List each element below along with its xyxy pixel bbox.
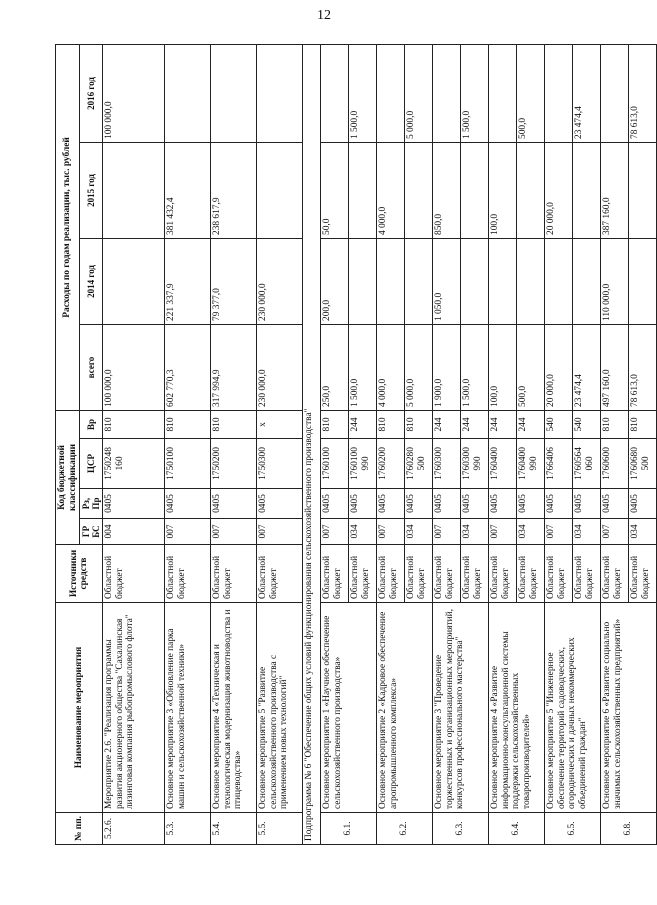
source-cell: Областной бюджет xyxy=(629,545,657,603)
y2016-cell: 500,0 xyxy=(517,44,545,142)
y2015-cell: 100,0 xyxy=(489,142,517,238)
vr-cell: 810 xyxy=(103,410,165,438)
header-code: Код бюджетной классификации xyxy=(56,410,80,544)
source-cell: Областной бюджет xyxy=(461,545,489,603)
y2014-cell xyxy=(349,238,377,324)
source-cell: Областной бюджет xyxy=(573,545,601,603)
y2016-cell xyxy=(257,44,303,142)
y2016-cell: 23 474,4 xyxy=(573,44,601,142)
row-name-cell: Основное мероприятие 6 «Развитие социально значимых сельскохозяйственных предприятий» xyxy=(601,603,657,813)
vr-cell: 810 xyxy=(165,410,211,438)
csr-cell: 1750200 xyxy=(211,439,257,489)
source-cell: Областной бюджет xyxy=(545,545,573,603)
grbs-cell: 004 xyxy=(103,519,165,545)
source-cell: Областной бюджет xyxy=(165,545,211,603)
vr-cell: 244 xyxy=(489,410,517,438)
y2015-cell xyxy=(573,142,601,238)
y2016-cell xyxy=(321,44,349,142)
total-cell: 78 613,0 xyxy=(629,324,657,410)
y2015-cell: 50,0 xyxy=(321,142,349,238)
y2015-cell: 20 000,0 xyxy=(545,142,573,238)
y2014-cell xyxy=(377,238,405,324)
y2016-cell xyxy=(211,44,257,142)
y2016-cell xyxy=(601,44,629,142)
vr-cell: х xyxy=(257,410,303,438)
grbs-cell: 007 xyxy=(489,519,517,545)
header-source: Источники средств xyxy=(56,545,103,603)
subprogram-row xyxy=(303,44,321,844)
row-name-cell: Основное мероприятие 4 «Техническая и технологическая модернизация животноводства и птицеводства» xyxy=(211,603,257,813)
grbs-cell: 034 xyxy=(629,519,657,545)
rzpr-cell: 0405 xyxy=(489,489,517,519)
y2014-cell xyxy=(629,238,657,324)
header-2014: 2014 год xyxy=(80,238,103,324)
grbs-cell: 007 xyxy=(377,519,405,545)
table-row xyxy=(165,44,211,844)
total-cell: 317 994,9 xyxy=(211,324,257,410)
row-number-cell: 5.2.6. xyxy=(103,813,165,845)
subprogram-title: Подпрограмма № 6 "Обеспечение общих условий функционирования сельскохозяйственного производства" xyxy=(303,44,321,844)
header-vr: Вр xyxy=(80,410,103,438)
y2014-cell: 221 337,9 xyxy=(165,238,211,324)
total-cell: 230 000,0 xyxy=(257,324,303,410)
csr-cell: 1760564 060 xyxy=(573,439,601,489)
vr-cell: 244 xyxy=(517,410,545,438)
vr-cell: 810 xyxy=(211,410,257,438)
y2014-cell xyxy=(461,238,489,324)
source-cell: Областной бюджет xyxy=(601,545,629,603)
y2015-cell: 387 160,0 xyxy=(601,142,629,238)
table-row xyxy=(211,44,257,844)
table-row xyxy=(257,44,303,844)
y2016-cell: 1 500,0 xyxy=(349,44,377,142)
total-cell: 4 000,0 xyxy=(377,324,405,410)
grbs-cell: 034 xyxy=(461,519,489,545)
header-grbs: ГР БС xyxy=(80,519,103,545)
csr-cell: 1760100 xyxy=(321,439,349,489)
row-name-cell: Основное мероприятие 3 "Проведение торжественных и организационных мероприятий, конкурсов профессионального мастерства" xyxy=(433,603,489,813)
y2016-cell xyxy=(489,44,517,142)
row-name-cell: Основное мероприятие 2 «Кадровое обеспечение агропромышленного комплекса» xyxy=(377,603,433,813)
y2016-cell: 78 613,0 xyxy=(629,44,657,142)
table-row xyxy=(377,44,405,844)
y2014-cell xyxy=(103,238,165,324)
rzpr-cell: 0405 xyxy=(517,489,545,519)
rzpr-cell: 0405 xyxy=(461,489,489,519)
vr-cell: 810 xyxy=(377,410,405,438)
y2014-cell xyxy=(489,238,517,324)
rzpr-cell: 0405 xyxy=(165,489,211,519)
y2015-cell: 381 432,4 xyxy=(165,142,211,238)
header-num: № пп. xyxy=(56,813,103,845)
grbs-cell: 034 xyxy=(405,519,433,545)
row-number-cell: 6.1. xyxy=(321,813,377,845)
y2015-cell xyxy=(349,142,377,238)
table-row xyxy=(433,44,461,844)
y2014-cell xyxy=(405,238,433,324)
csr-cell: 1760280 500 xyxy=(405,439,433,489)
vr-cell: 540 xyxy=(545,410,573,438)
row-name-cell: Основное мероприятие 5 "Инженерное обеспечение территорий садоводческих, огороднических и дачных некоммерческих объединений граждан" xyxy=(545,603,601,813)
total-cell: 497 160,0 xyxy=(601,324,629,410)
y2016-cell: 1 500,0 xyxy=(461,44,489,142)
csr-cell: 1766406 xyxy=(545,439,573,489)
csr-cell: 1750300 xyxy=(257,439,303,489)
y2014-cell: 200,0 xyxy=(321,238,349,324)
y2016-cell xyxy=(165,44,211,142)
csr-cell: 1760400 xyxy=(489,439,517,489)
rzpr-cell: 0405 xyxy=(405,489,433,519)
source-cell: Областной бюджет xyxy=(211,545,257,603)
vr-cell: 810 xyxy=(601,410,629,438)
y2016-cell: 100 000,0 xyxy=(103,44,165,142)
grbs-cell: 007 xyxy=(601,519,629,545)
grbs-cell: 007 xyxy=(257,519,303,545)
total-cell: 100,0 xyxy=(489,324,517,410)
vr-cell: 540 xyxy=(573,410,601,438)
total-cell: 1 500,0 xyxy=(349,324,377,410)
csr-cell: 1760300 990 xyxy=(461,439,489,489)
csr-cell: 1760200 xyxy=(377,439,405,489)
grbs-cell: 007 xyxy=(433,519,461,545)
rzpr-cell: 0405 xyxy=(257,489,303,519)
y2015-cell xyxy=(103,142,165,238)
total-cell: 1 500,0 xyxy=(461,324,489,410)
y2014-cell: 1 050,0 xyxy=(433,238,461,324)
row-number-cell: 6.3. xyxy=(433,813,489,845)
csr-cell: 1760600 xyxy=(601,439,629,489)
row-number-cell: 6.5. xyxy=(545,813,601,845)
y2014-cell: 79 377,0 xyxy=(211,238,257,324)
grbs-cell: 034 xyxy=(349,519,377,545)
total-cell: 100 000,0 xyxy=(103,324,165,410)
csr-cell: 1760400 990 xyxy=(517,439,545,489)
source-cell: Областной бюджет xyxy=(405,545,433,603)
grbs-cell: 007 xyxy=(211,519,257,545)
y2014-cell: 230 000,0 xyxy=(257,238,303,324)
header-2015: 2015 год xyxy=(80,142,103,238)
row-number-cell: 6.4. xyxy=(489,813,545,845)
y2015-cell xyxy=(257,142,303,238)
source-cell: Областной бюджет xyxy=(321,545,349,603)
budget-table xyxy=(55,44,657,845)
rzpr-cell: 0405 xyxy=(433,489,461,519)
row-number-cell: 5.3. xyxy=(165,813,211,845)
y2015-cell: 850,0 xyxy=(433,142,461,238)
rzpr-cell: 0405 xyxy=(629,489,657,519)
source-cell: Областной бюджет xyxy=(257,545,303,603)
header-csr: ЦСР xyxy=(80,439,103,489)
row-number-cell: 6.2. xyxy=(377,813,433,845)
row-name-cell: Основное мероприятие 4 «Развитие информационно-консультационной системы поддержки сельскохозяйственных товаропроизводителей» xyxy=(489,603,545,813)
csr-cell: 1750100 xyxy=(165,439,211,489)
y2014-cell xyxy=(573,238,601,324)
page-number: 12 xyxy=(317,8,331,23)
header-expenses: Расходы по годам реализации, тыс. рублей xyxy=(56,44,80,410)
y2014-cell xyxy=(517,238,545,324)
vr-cell: 244 xyxy=(433,410,461,438)
total-cell: 5 000,0 xyxy=(405,324,433,410)
y2016-cell: 5 000,0 xyxy=(405,44,433,142)
y2016-cell xyxy=(377,44,405,142)
table-row xyxy=(601,44,629,844)
source-cell: Областной бюджет xyxy=(377,545,405,603)
total-cell: 23 474,4 xyxy=(573,324,601,410)
row-name-cell: Мероприятие 2.6. "Реализация программы развития акционерного общества "Сахалинская лизинговая компания рыбопромыслового флота" xyxy=(103,603,165,813)
vr-cell: 810 xyxy=(405,410,433,438)
total-cell: 500,0 xyxy=(517,324,545,410)
grbs-cell: 007 xyxy=(545,519,573,545)
y2014-cell: 110 000,0 xyxy=(601,238,629,324)
y2016-cell xyxy=(433,44,461,142)
grbs-cell: 007 xyxy=(165,519,211,545)
rzpr-cell: 0405 xyxy=(321,489,349,519)
y2015-cell xyxy=(461,142,489,238)
table-row xyxy=(321,44,349,844)
rzpr-cell: 0405 xyxy=(349,489,377,519)
csr-cell: 1760100 990 xyxy=(349,439,377,489)
vr-cell: 244 xyxy=(461,410,489,438)
csr-cell: 1750248 160 xyxy=(103,439,165,489)
total-cell: 20 000,0 xyxy=(545,324,573,410)
table-row xyxy=(545,44,573,844)
y2015-cell: 238 617,9 xyxy=(211,142,257,238)
rzpr-cell: 0405 xyxy=(377,489,405,519)
csr-cell: 1760300 xyxy=(433,439,461,489)
row-name-cell: Основное мероприятие 5 "Развитие сельскохозяйственного производства с применением новых технологий" xyxy=(257,603,303,813)
rotated-table-container xyxy=(55,45,651,845)
rzpr-cell: 0405 xyxy=(545,489,573,519)
table-body xyxy=(103,44,657,844)
grbs-cell: 034 xyxy=(573,519,601,545)
grbs-cell: 034 xyxy=(517,519,545,545)
y2015-cell xyxy=(517,142,545,238)
source-cell: Областной бюджет xyxy=(103,545,165,603)
header-name: Наименование мероприятия xyxy=(56,603,103,813)
total-cell: 250,0 xyxy=(321,324,349,410)
source-cell: Областной бюджет xyxy=(517,545,545,603)
source-cell: Областной бюджет xyxy=(489,545,517,603)
total-cell: 602 770,3 xyxy=(165,324,211,410)
vr-cell: 244 xyxy=(349,410,377,438)
vr-cell: 810 xyxy=(321,410,349,438)
rzpr-cell: 0405 xyxy=(103,489,165,519)
header-rzpr: Рз, Пр xyxy=(80,489,103,519)
table-row xyxy=(103,44,165,844)
row-number-cell: 5.4. xyxy=(211,813,257,845)
table-row xyxy=(489,44,517,844)
y2014-cell xyxy=(545,238,573,324)
y2015-cell xyxy=(405,142,433,238)
rzpr-cell: 0405 xyxy=(211,489,257,519)
rzpr-cell: 0405 xyxy=(601,489,629,519)
y2015-cell xyxy=(629,142,657,238)
y2016-cell xyxy=(545,44,573,142)
total-cell: 1 900,0 xyxy=(433,324,461,410)
row-name-cell: Основное мероприятие 3 «Обновление парка машин и сельскохозяйственной техники» xyxy=(165,603,211,813)
row-number-cell: 5.5. xyxy=(257,813,303,845)
header-total: всего xyxy=(80,324,103,410)
csr-cell: 1760680 500 xyxy=(629,439,657,489)
y2015-cell: 4 000,0 xyxy=(377,142,405,238)
rzpr-cell: 0405 xyxy=(573,489,601,519)
row-number-cell: 6.8. xyxy=(601,813,657,845)
source-cell: Областной бюджет xyxy=(349,545,377,603)
vr-cell: 810 xyxy=(629,410,657,438)
row-name-cell: Основное мероприятие 1 «Научное обеспечение сельскохозяйственного производства» xyxy=(321,603,377,813)
grbs-cell: 007 xyxy=(321,519,349,545)
header-2016: 2016 год xyxy=(80,44,103,142)
source-cell: Областной бюджет xyxy=(433,545,461,603)
